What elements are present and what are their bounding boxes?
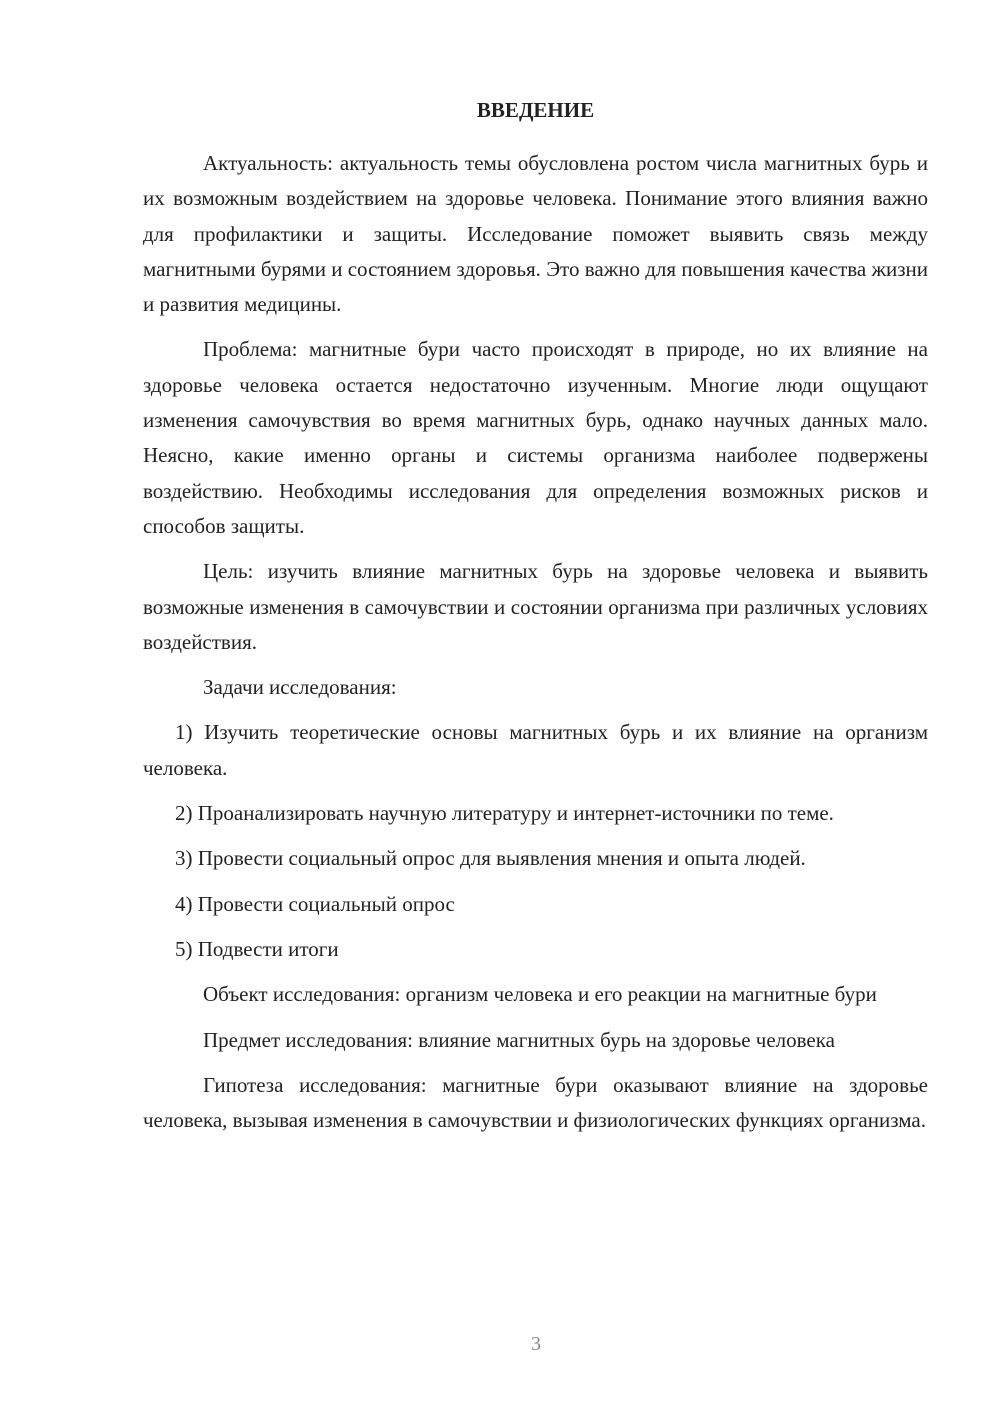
task-item-2: 2) Проанализировать научную литературу и интернет-источники по теме. <box>175 801 834 826</box>
hypothesis-paragraph: Гипотеза исследования: магнитные бури оказывают влияние на здоровье человека, вызывая изменения в самочувствии и физиологических функциях организма. <box>143 1072 928 1133</box>
tasks-heading: Задачи исследования: <box>203 675 397 700</box>
task-item-1: 1) Изучить теоретические основы магнитных бурь и их влияние на организм человека. <box>143 720 928 780</box>
page-title: ВВЕДЕНИЕ <box>476 98 595 122</box>
task-item-3: 3) Провести социальный опрос для выявления мнения и опыта людей. <box>175 846 806 871</box>
page-number: 3 <box>531 1333 541 1355</box>
task-item-5: 5) Подвести итоги <box>175 936 339 961</box>
relevance-paragraph: Актуальность: актуальность темы обусловлена ростом числа магнитных бурь и их возможным воздействием на здоровье человека. Понимание этого влияния важно для профилактики и защиты. Исследование поможет выявить связь между магнитными бурями и состоянием здоровья. Это важно для повышения качества жизни и развития медицины. <box>143 151 928 317</box>
object-paragraph: Объект исследования: организм человека и его реакции на магнитные бури <box>203 982 877 1007</box>
subject-paragraph: Предмет исследования: влияние магнитных бурь на здоровье человека <box>203 1027 835 1052</box>
goal-paragraph: Цель: изучить влияние магнитных бурь на здоровье человека и выявить возможные изменения в самочувствии и состоянии организма при различных условиях воздействия. <box>143 559 928 654</box>
problem-paragraph: Проблема: магнитные бури часто происходят в природе, но их влияние на здоровье человека остается недостаточно изученным. Многие люди ощущают изменения самочувствия во время магнитных бурь, однако научных данных мало. Неясно, какие именно органы и системы организма наиболее подвержены воздействию. Необходимы исследования для определения возможных рисков и способов защиты. <box>143 337 928 538</box>
task-item-4: 4) Провести социальный опрос <box>175 891 455 916</box>
document-page <box>143 94 928 1138</box>
